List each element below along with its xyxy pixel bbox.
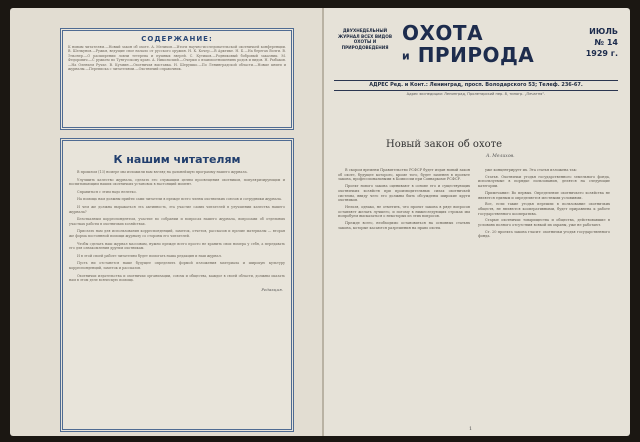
title-and: и: [402, 49, 411, 63]
issue-number: № 14: [594, 38, 618, 47]
right-page: [324, 8, 630, 436]
article-paragraph: Старые охотничьи товарищества и общества, действовавшие в условиях полного отсутствия всякой их охраны, уже не работают.: [478, 218, 610, 228]
notice-paragraph: На помощь нам должны прийти сами читатели в прежде всего члены охотничьих союзов и сотрудники журнала.: [77, 197, 282, 202]
notice-paragraph: И в этой своей работе читателям будет помогать наша редакция и наш журнал.: [77, 253, 222, 258]
article-title: Новый закон об охоте: [386, 139, 503, 150]
notice-paragraph: Пусть ни отстанется наше будущее определить формой изложения материала и широкую культуру корреспонденций, заметок и рассказов.: [69, 261, 285, 270]
article-paragraph: Проект нового закона оценивают в основе его и существующих охотничьих хозяйств при производительных силах охотничьей системы, ввиду чего его должны быть обсуждены широкие круги охотников.: [338, 184, 470, 203]
readers-notice-box: [60, 138, 294, 432]
notice-signature: Редакция.: [261, 286, 283, 292]
notice-paragraph: Справиться с этим надо нелегко.: [77, 189, 137, 194]
article-paragraph: Прежде всего, необходимо остановиться на основных статьях закона, которые касаются разрешения на право охоты.: [338, 221, 470, 230]
contents-box: [60, 28, 294, 130]
left-page: [10, 8, 324, 436]
article-author: А. Мелихов.: [486, 154, 515, 159]
notice-paragraph: Улучшить качество журнала, сделать его служащим целям просвещения охотников, популяризирующим и воспитывающим наших охотничьих установок в настоящий момент.: [69, 177, 285, 187]
article-paragraph: В скором времени Правительство РСФСР будет издан новый закон об охоте, будущее которого, кроме того, будет заменен в проекте закона, профессиональными в Комиссии при Совнаркоме РСФСР.: [338, 168, 470, 182]
magazine-title: [402, 22, 552, 68]
masthead-subtitle: ДВУХНЕДЕЛЬНЫЙ ЖУРНАЛ ВСЕХ ВИДОВ ОХОТЫ И ПРИРОДОВЕДЕНИЯ: [337, 28, 393, 50]
notice-paragraph: Безотказным корреспондентом, участие во собрании и вопросах нашего журнала, вопросами об отдельных участках работы в охотничьих хозяйствах.: [69, 217, 285, 226]
masthead: [334, 22, 618, 78]
contents-heading: СОДЕРЖАНИЕ:: [141, 35, 213, 43]
issue-meta: [562, 26, 618, 59]
article-column-1: [338, 168, 473, 432]
notice-paragraph: В прошлом (13) номере мы изложили вам взгляд на дальнейшую программу нашего журнала.: [77, 170, 248, 174]
article-paragraph: уже концентрирует их. Эта статья изложена так:: [485, 168, 577, 172]
page-number: 1: [469, 426, 473, 432]
article-paragraph: Статья. Охотничьи угодья государственного земельного фонда, используемые в порядке пользования, делятся на следующие категории.: [478, 174, 610, 189]
notice-paragraph: И чем же должна выражаться эта активность, эта участие самих читателей в улучшении качества нашего журнала?: [69, 204, 285, 214]
article-paragraph: Примечание: Во первых. Определение охотничьего хозяйства не является единым и определяется местными условиями.: [478, 190, 610, 200]
article-paragraph: Все, если такие угодья перешли в пользование охотничьих обществ, не являются кооперативными, будет приравнена к работе государственного кооператива.: [478, 202, 610, 216]
issue-year: 1929 г.: [585, 49, 618, 58]
contents-text: К новым читателям.—Новый закон об охоте. А. Мелихов.—Итоги научно-исследовательской охотничьей конференции. В. Шелкунов.—Ружья, ведущие свое начало от русского оружия. Н. К. Кочер.—В Арктике. Н. Б.—На берегах Волги. В. Эльснер.—О расширении ловли тетерева и пушных зверей. С. Кутиков.—Родниковый бобровый заказник. М. Федорович.—С ружьем по Тунгусскому краю. А. Никольский.—Очерки о взаимоотношениях родов и видов. Н. Рыбаков.—На Оленьем Ручье. В. Кузмин.—Охотничья выставка. Н. Шерушко.—По Ленинградской области.—Новые книги и журналы.—Переписка с читателями.—Охотничий справочник.: [68, 45, 286, 72]
expedition-address: Адрес экспедиции: Ленинград, Пролетарский пер. 8, типогр. „Печатня“.: [406, 92, 546, 96]
notice-heading: К нашим читателям: [113, 153, 241, 166]
notice-paragraph: Чтобы сделать наш журнал массовым, нужно прежде всего просто не хранить свои номера у себя, а передавать его для ознакомления другим охотникам.: [69, 241, 285, 251]
title-part2: ПРИРОДА: [417, 43, 535, 67]
editorial-address: АДРЕС Ред. и Конт.: Ленинград, просп. Володарского 53; Телеф. 236-67.: [334, 80, 618, 91]
article-column-2: [478, 168, 610, 430]
notice-paragraph: Прислать нам для использования корреспонденций, заметок, отчетов, рассказов и прочие материалы — вторая же форма постоянной помощи журналу со стороны его читателей.: [69, 229, 285, 238]
article-paragraph: Нельзя, однако, не отметить, что проект закона в ряде вопросов оставляет желать лучшего, и потому в нижеследующих строках мы попробуем высказаться о некоторых из этих вопросов.: [338, 204, 470, 219]
issue-month: ИЮЛЬ: [589, 27, 618, 36]
article-paragraph: Ст. 20 проекта закона гласит: охотничьи угодья государственного фонда.: [478, 229, 610, 239]
title-part1: ОХОТА: [402, 21, 484, 45]
notice-paragraph: Охотничьи издательства и охотничьи организации, союзы и общества, каждое в своей области, должны оказать нам в этом деле всяческую помощь.: [69, 273, 285, 283]
